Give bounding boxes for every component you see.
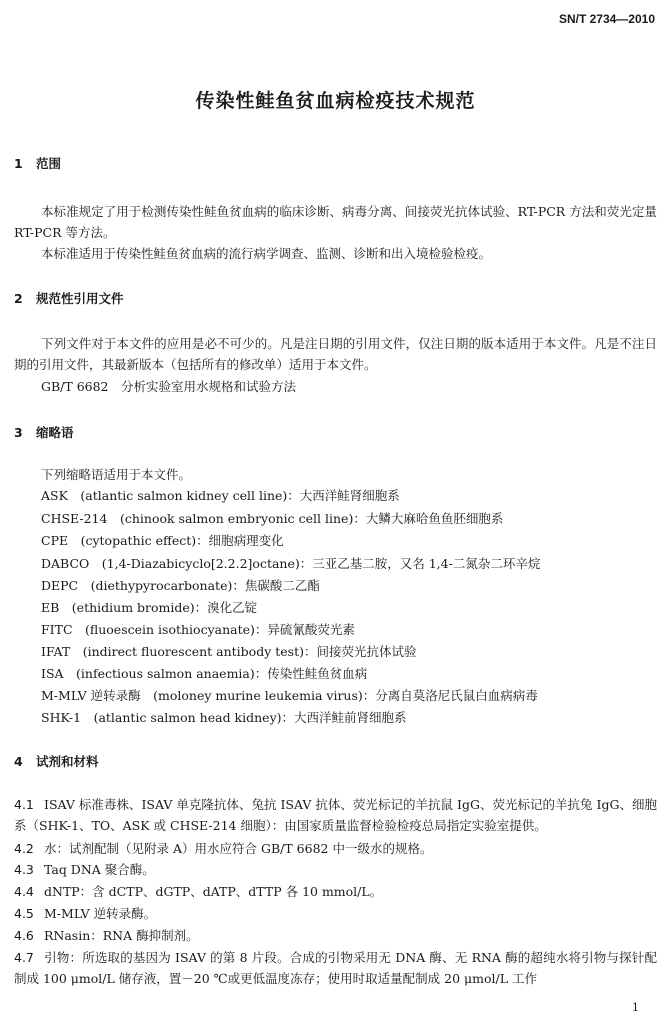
list-item bbox=[14, 859, 657, 880]
paragraph: 下列缩略语适用于本文件。 bbox=[41, 467, 192, 482]
section-title: 范围 bbox=[36, 156, 62, 171]
section-title: 缩略语 bbox=[36, 425, 74, 440]
item-text: 水：试剂配制（见附录 A）用水应符合 GB/T 6682 中一级水的规格。 bbox=[44, 841, 433, 856]
item-number: 4.1 bbox=[14, 797, 34, 812]
document-title: 传染性鲑鱼贫血病检疫技术规范 bbox=[195, 90, 476, 112]
section-number: 3 bbox=[14, 425, 23, 440]
section-title: 规范性引用文件 bbox=[36, 291, 124, 306]
item-number: 4.4 bbox=[14, 884, 34, 899]
page-number: 1 bbox=[632, 1001, 639, 1014]
paragraph: 下列文件对于本文件的应用是必不可少的。凡是注日期的引用文件，仅注日期的版本适用于本文件。凡是不注日期的引用文件，其最新版本（包括所有的修改单）适用于本文件。 bbox=[14, 336, 657, 372]
item-number: 4.3 bbox=[14, 862, 34, 877]
section-4-heading bbox=[14, 752, 99, 770]
list-item bbox=[14, 903, 657, 924]
section-1-heading bbox=[14, 154, 61, 172]
abbreviation-item: CPE (cytopathic effect)：细胞病理变化 bbox=[41, 533, 284, 548]
abbreviation-item: FITC (fluoescein isothiocyanate)：异硫氰酸荧光素 bbox=[41, 622, 355, 637]
abbreviation-item: ASK (atlantic salmon kidney cell line)：大西洋鲑肾细胞系 bbox=[41, 488, 400, 503]
standard-code: SN/T 2734—2010 bbox=[558, 12, 655, 26]
item-text: ISAV 标准毒株、ISAV 单克隆抗体、兔抗 ISAV 抗体、荧光标记的羊抗鼠 IgG、荧光标记的羊抗兔 IgG、细胞系（SHK-1、TO、ASK 或 CHSE-214 细胞）：由国家质量监督检验检疫总局指定实验室提供。 bbox=[14, 797, 657, 833]
normative-reference: GB/T 6682 分析实验室用水规格和试验方法 bbox=[41, 379, 297, 394]
abbreviation-item: ISA (infectious salmon anaemia)：传染性鲑鱼贫血病 bbox=[41, 666, 368, 681]
item-number: 4.6 bbox=[14, 928, 34, 943]
list-item bbox=[14, 947, 657, 989]
paragraph: 本标准适用于传染性鲑鱼贫血病的流行病学调查、监测、诊断和出入境检验检疫。 bbox=[41, 246, 492, 261]
item-text: RNasin：RNA 酶抑制剂。 bbox=[44, 928, 199, 943]
item-text: M-MLV 逆转录酶。 bbox=[44, 906, 157, 921]
abbreviation-item: M-MLV 逆转录酶 (moloney murine leukemia virus)：分离自莫洛尼氏鼠白血病病毒 bbox=[41, 688, 538, 703]
abbreviation-item: DEPC (diethypyrocarbonate)：焦碳酸二乙酯 bbox=[41, 578, 320, 593]
list-item bbox=[14, 925, 657, 946]
list-item bbox=[14, 838, 657, 859]
item-number: 4.2 bbox=[14, 841, 34, 856]
section-number: 2 bbox=[14, 291, 23, 306]
section-number: 1 bbox=[14, 156, 23, 171]
paragraph: 本标准规定了用于检测传染性鲑鱼贫血病的临床诊断、病毒分离、间接荧光抗体试验、RT-PCR 方法和荧光定量 RT-PCR 等方法。 bbox=[14, 204, 657, 240]
abbreviation-item: DABCO (1,4-Diazabicyclo[2.2.2]octane)：三亚乙基二胺，又名 1,4-二氮杂二环辛烷 bbox=[41, 556, 541, 571]
item-text: dNTP：含 dCTP、dGTP、dATP、dTTP 各 10 mmol/L。 bbox=[44, 884, 383, 899]
list-item bbox=[14, 794, 657, 836]
item-text: Taq DNA 聚合酶。 bbox=[44, 862, 155, 877]
section-number: 4 bbox=[14, 754, 23, 769]
abbreviation-item: CHSE-214 (chinook salmon embryonic cell line)：大鳞大麻哈鱼鱼胚细胞系 bbox=[41, 511, 504, 526]
section-3-heading bbox=[14, 423, 74, 441]
list-item bbox=[14, 881, 657, 902]
item-number: 4.5 bbox=[14, 906, 34, 921]
item-text: 引物：所选取的基因为 ISAV 的第 8 片段。合成的引物采用无 DNA 酶、无 RNA 酶的超纯水将引物与探针配制成 100 μmol/L 储存液，置－20 ℃或更低温度冻存；使用时取适量配制成 20 μmol/L 工作 bbox=[14, 950, 657, 986]
abbreviation-item: EB (ethidium bromide)：溴化乙锭 bbox=[41, 600, 258, 615]
abbreviation-item: IFAT (indirect fluorescent antibody test)：间接荧光抗体试验 bbox=[41, 644, 417, 659]
item-number: 4.7 bbox=[14, 950, 34, 965]
abbreviation-item: SHK-1 (atlantic salmon head kidney)：大西洋鲑前肾细胞系 bbox=[41, 710, 407, 725]
section-2-heading bbox=[14, 289, 124, 307]
section-title: 试剂和材料 bbox=[36, 754, 99, 769]
